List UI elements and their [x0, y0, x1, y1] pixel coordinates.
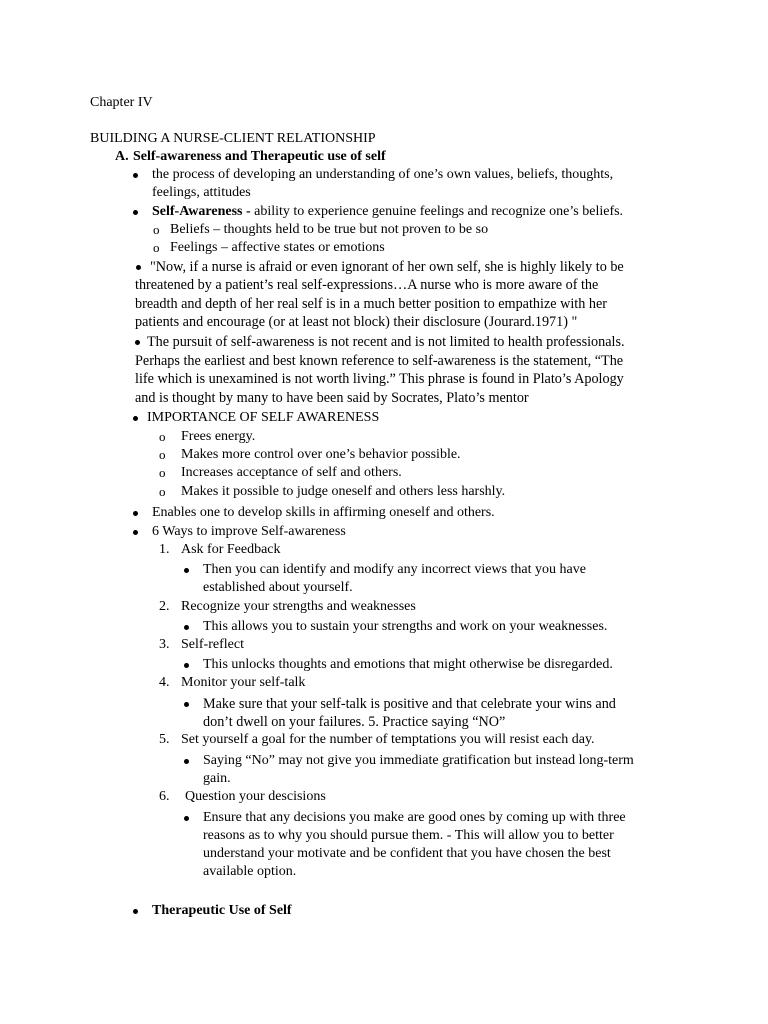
way-6-detail-3: understand your motivate and be confident that you have chosen the best — [203, 846, 611, 861]
bullet-icon — [133, 530, 138, 535]
way-6-detail-2: reasons as to why you should pursue them. - This will allow you to better — [203, 828, 614, 843]
bullet-icon — [136, 265, 141, 270]
quote-line-4: patients and encourage (or at least not block) their disclosure (Jourard.1971) " — [135, 314, 578, 330]
way-2-detail-1: This allows you to sustain your strengths and work on your weaknesses. — [203, 619, 608, 634]
importance-title: IMPORTANCE OF SELF AWARENESS — [147, 410, 380, 425]
circle-bullet-icon: o — [159, 447, 166, 462]
self-awareness-term: Self-Awareness - — [152, 204, 251, 219]
way-label-3: Self-reflect — [181, 637, 244, 652]
way-number: 1. — [159, 542, 170, 557]
way-label-2: Recognize your strengths and weaknesses — [181, 599, 416, 614]
quote-line-1: "Now, if a nurse is afraid or even ignorant of her own self, she is highly likely to be — [150, 259, 624, 275]
importance-item-3: Increases acceptance of self and others. — [181, 465, 402, 480]
therapeutic-heading: Therapeutic Use of Self — [152, 903, 292, 918]
way-1-detail-1: Then you can identify and modify any incorrect views that you have — [203, 562, 586, 577]
way-number: 3. — [159, 637, 170, 652]
importance-item-2: Makes more control over one’s behavior possible. — [181, 447, 461, 462]
pursuit-line-1: The pursuit of self-awareness is not recent and is not limited to health professionals. — [147, 334, 625, 350]
way-label-6: Question your descisions — [185, 789, 326, 804]
way-label-4: Monitor your self-talk — [181, 675, 306, 690]
enables-text: Enables one to develop skills in affirming oneself and others. — [152, 505, 495, 520]
process-line-1: the process of developing an understanding of one’s own values, beliefs, thoughts, — [152, 167, 614, 182]
way-5-detail-2: gain. — [203, 771, 231, 786]
sub-beliefs: Beliefs – thoughts held to be true but not proven to be so — [170, 222, 489, 237]
bullet-icon — [133, 173, 138, 178]
circle-bullet-icon: o — [153, 240, 160, 255]
importance-item-4: Makes it possible to judge oneself and others less harshly. — [181, 484, 506, 499]
bullet-icon — [133, 909, 138, 914]
circle-bullet-icon: o — [159, 465, 166, 480]
bullet-icon — [184, 702, 189, 707]
quote-line-3: breadth and depth of her real self is in a much better position to empathize with her — [135, 296, 607, 312]
main-heading: BUILDING A NURSE-CLIENT RELATIONSHIP — [90, 131, 376, 146]
self-awareness-definition: ability to experience genuine feelings and recognize one’s beliefs. — [254, 204, 624, 219]
ways-title: 6 Ways to improve Self-awareness — [152, 524, 346, 539]
bullet-icon — [184, 568, 189, 573]
way-6-detail-4: available option. — [203, 864, 297, 879]
section-a-marker: A. — [115, 149, 129, 164]
bullet-icon — [135, 340, 140, 345]
chapter-label: Chapter IV — [90, 95, 153, 110]
way-4-detail-2: don’t dwell on your failures. 5. Practice saying “NO” — [203, 714, 506, 730]
way-4-detail-1: Make sure that your self-talk is positive and that celebrate your wins and — [203, 696, 616, 712]
way-6-detail-1: Ensure that any decisions you make are good ones by coming up with three — [203, 810, 626, 825]
self-awareness-definition-line — [152, 203, 623, 221]
way-number: 6. — [159, 789, 170, 804]
bullet-icon — [133, 511, 138, 516]
pursuit-line-4: and is thought by many to have been said by Socrates, Plato’s mentor — [135, 390, 529, 406]
bullet-icon — [133, 210, 138, 215]
sub-feelings: Feelings – affective states or emotions — [170, 240, 385, 255]
bullet-icon — [133, 416, 138, 421]
pursuit-line-3: life which is unexamined is not worth living.” This phrase is found in Plato’s Apology — [135, 371, 624, 387]
way-number: 2. — [159, 599, 170, 614]
importance-item-1: Frees energy. — [181, 429, 256, 444]
process-line-2: feelings, attitudes — [152, 185, 251, 200]
bullet-icon — [184, 759, 189, 764]
section-a-title: Self-awareness and Therapeutic use of self — [133, 149, 386, 164]
way-number: 5. — [159, 732, 170, 747]
way-5-detail-1: Saying “No” may not give you immediate gratification but instead long-term — [203, 753, 634, 768]
way-1-detail-2: established about yourself. — [203, 580, 353, 595]
quote-line-2: threatened by a patient’s real self-expressions…A nurse who is more aware of the — [135, 277, 599, 293]
way-label-5: Set yourself a goal for the number of temptations you will resist each day. — [181, 732, 595, 747]
circle-bullet-icon: o — [153, 222, 160, 237]
bullet-icon — [184, 625, 189, 630]
bullet-icon — [184, 663, 189, 668]
circle-bullet-icon: o — [159, 429, 166, 444]
pursuit-line-2: Perhaps the earliest and best known reference to self-awareness is the statement, “The — [135, 353, 624, 369]
circle-bullet-icon: o — [159, 484, 166, 499]
way-label-1: Ask for Feedback — [181, 542, 281, 557]
way-number: 4. — [159, 675, 170, 690]
bullet-icon — [184, 816, 189, 821]
way-3-detail-1: This unlocks thoughts and emotions that might otherwise be disregarded. — [203, 657, 613, 672]
